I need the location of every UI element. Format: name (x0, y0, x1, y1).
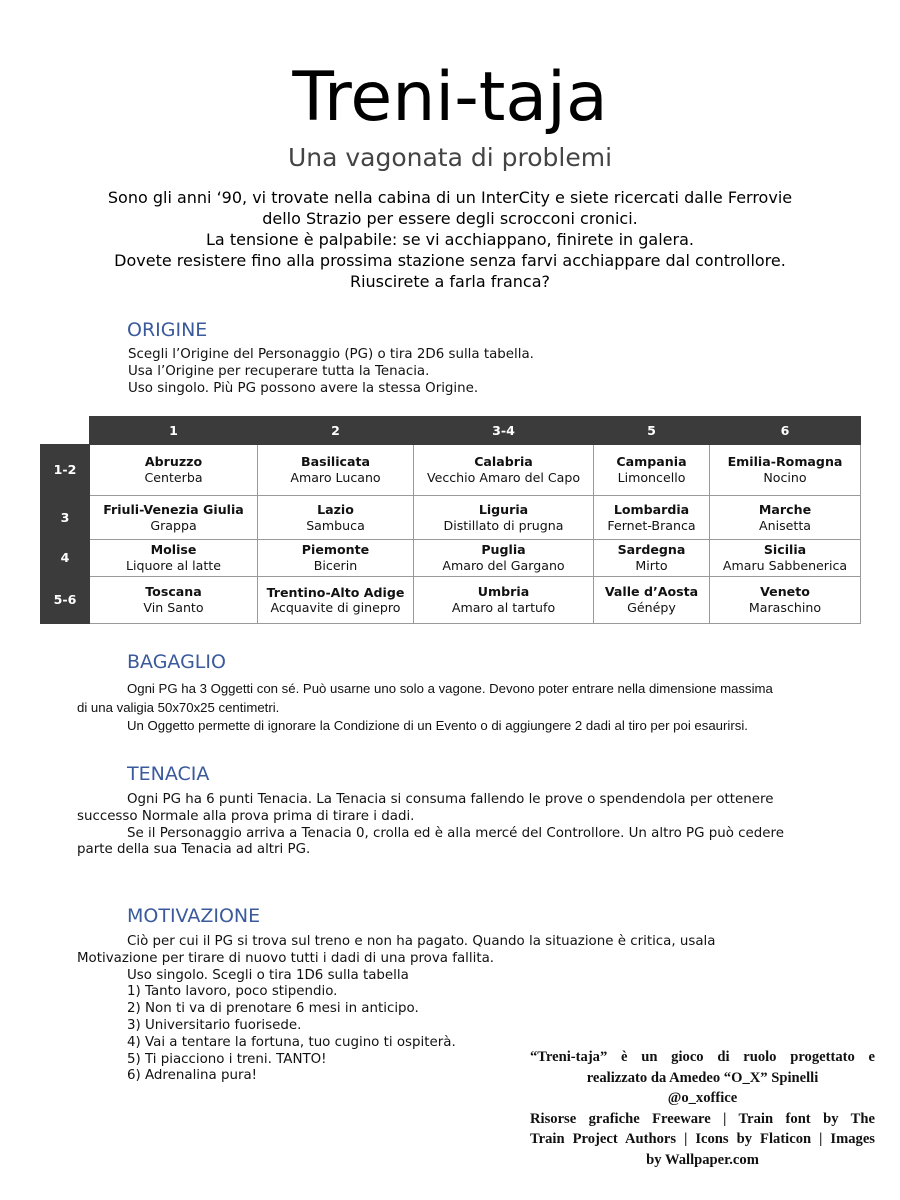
table-cell (414, 577, 594, 624)
tenacia-heading: TENACIA (127, 763, 210, 785)
tenacia-line: Ogni PG ha 6 punti Tenacia. La Tenacia si consuma fallendo le prove o spendendola per ottenere (127, 792, 774, 807)
origine-table (40, 416, 861, 624)
table-cell (710, 445, 861, 496)
motivazione-line: Ciò per cui il PG si trova sul treno e non ha pagato. Quando la situazione è critica, usala (127, 934, 716, 949)
region-name: Molise (150, 542, 197, 557)
origine-line: Scegli l’Origine del Personaggio (PG) o tira 2D6 sulla tabella. (128, 347, 534, 362)
drink-name: Liquore al latte (126, 558, 221, 573)
drink-name: Limoncello (617, 470, 686, 485)
table-cell (710, 540, 861, 577)
motivazione-item: 1) Tanto lavoro, poco stipendio. (127, 984, 338, 1000)
drink-name: Vin Santo (143, 600, 204, 615)
tenacia-line: Se il Personaggio arriva a Tenacia 0, crolla ed è alla mercé del Controllore. Un altro PG può cedere (127, 825, 784, 841)
motivazione-item: 5) Ti piacciono i treni. TANTO! (127, 1051, 327, 1067)
region-name: Valle d’Aosta (604, 584, 699, 599)
table-row (41, 540, 861, 577)
credits-line: realizzato da Amedeo “O_X” Spinelli (586, 1069, 819, 1086)
origine-line: Usa l’Origine per recuperare tutta la Tenacia. (128, 363, 430, 379)
drink-name: Amaru Sabbenerica (722, 558, 848, 573)
motivazione-item: 6) Adrenalina pura! (127, 1068, 258, 1084)
bagaglio-heading: BAGAGLIO (127, 651, 226, 673)
motivazione-item: 3) Universitario fuorisede. (127, 1017, 302, 1033)
region-name: Puglia (481, 542, 526, 557)
table-row (41, 496, 861, 540)
tenacia-line: parte della sua Tenacia ad altri PG. (77, 842, 311, 858)
drink-name: Fernet-Branca (607, 517, 696, 533)
intro-line: Dovete resistere fino alla prossima stazione senza farvi acchiappare dal controllore. (114, 251, 786, 270)
motivazione-item: 4) Vai a tentare la fortuna, tuo cugino ti ospiterà. (127, 1034, 456, 1050)
column-header: 3-4 (414, 417, 594, 445)
credits-line: Train Project Authors | Icons by Flaticon | Images (530, 1131, 875, 1147)
row-header: 3 (41, 496, 90, 540)
table-cell (258, 445, 414, 496)
credits-line: Risorse grafiche Freeware | Train font by The (530, 1110, 875, 1127)
tenacia-description (77, 792, 784, 859)
drink-name: Amaro al tartufo (451, 600, 556, 615)
table-cell (414, 445, 594, 496)
table-cell (258, 540, 414, 577)
row-header: 1-2 (41, 445, 90, 496)
credits-block (530, 1047, 875, 1170)
intro-line: La tensione è palpabile: se vi acchiappano, finirete in galera. (206, 230, 694, 249)
table-cell (258, 496, 414, 540)
drink-name: Grappa (150, 517, 197, 533)
region-name: Liguria (478, 501, 529, 517)
region-name: Campania (616, 454, 687, 469)
table-cell (710, 496, 861, 540)
column-header: 6 (710, 417, 861, 445)
table-corner (41, 417, 90, 445)
region-name: Lombardia (613, 501, 690, 517)
region-name: Umbria (477, 584, 530, 599)
table-cell (594, 577, 710, 624)
region-name: Sicilia (763, 542, 807, 557)
origine-line: Uso singolo. Più PG possono avere la stessa Origine. (128, 380, 479, 396)
drink-name: Acquavite di ginepro (270, 600, 401, 615)
table-cell (594, 540, 710, 577)
table-row (41, 577, 861, 624)
page-title: Treni-taja (292, 58, 608, 137)
table-cell (710, 577, 861, 624)
intro-line: Riuscirete a farla franca? (349, 272, 551, 291)
drink-name: Vecchio Amaro del Capo (426, 470, 581, 485)
intro-line: dello Strazio per essere degli scrocconi cronici. (262, 209, 638, 228)
region-name: Toscana (145, 584, 202, 599)
drink-name: Anisetta (759, 517, 811, 533)
credits-line: by Wallpaper.com (646, 1151, 759, 1168)
drink-name: Mirto (635, 558, 668, 573)
table-cell (90, 540, 258, 577)
region-name: Sardegna (617, 542, 686, 557)
motivazione-item: 2) Non ti va di prenotare 6 mesi in anticipo. (127, 1001, 419, 1017)
table-cell (258, 577, 414, 624)
drink-name: Nocino (763, 470, 807, 485)
region-name: Trentino-Alto Adige (266, 585, 405, 600)
motivazione-line: Uso singolo. Scegli o tira 1D6 sulla tabella (127, 967, 409, 983)
credits-line: “Treni-taja” è un gioco di ruolo progettato e (530, 1049, 875, 1065)
table-cell (90, 445, 258, 496)
bagaglio-line: di una valigia 50x70x25 centimetri. (77, 699, 280, 715)
column-header: 1 (90, 417, 258, 445)
region-name: Calabria (474, 454, 533, 469)
drink-name: Centerba (144, 470, 203, 485)
drink-name: Sambuca (306, 517, 365, 533)
intro-text (40, 187, 860, 292)
bagaglio-line: Ogni PG ha 3 Oggetti con sé. Può usarne uno solo a vagone. Devono poter entrare nella dimensione massima (127, 681, 773, 696)
origine-description (128, 347, 534, 397)
credits-handle: @o_xoffice (667, 1090, 738, 1106)
table-cell (414, 540, 594, 577)
table-header-row (41, 417, 861, 445)
drink-name: Amaro Lucano (290, 470, 381, 485)
region-name: Abruzzo (144, 454, 203, 469)
drink-name: Distillato di prugna (443, 517, 564, 533)
origine-heading: ORIGINE (127, 319, 208, 341)
table-cell (594, 496, 710, 540)
region-name: Piemonte (301, 542, 370, 557)
intro-line: Sono gli anni ‘90, vi trovate nella cabina di un InterCity e siete ricercati dalle Ferrovie (107, 188, 793, 207)
table-cell (90, 577, 258, 624)
bagaglio-description (77, 680, 773, 736)
drink-name: Maraschino (748, 600, 822, 615)
motivazione-line: Motivazione per tirare di nuovo tutti i dadi di una prova fallita. (77, 950, 495, 966)
row-header: 4 (41, 540, 90, 577)
region-name: Emilia-Romagna (727, 454, 843, 469)
region-name: Friuli-Venezia Giulia (103, 501, 244, 517)
table-cell (90, 496, 258, 540)
drink-name: Amaro del Gargano (442, 558, 565, 573)
region-name: Basilicata (300, 454, 371, 469)
column-header: 2 (258, 417, 414, 445)
region-name: Lazio (317, 501, 354, 517)
page-subtitle: Una vagonata di problemi (287, 143, 613, 172)
region-name: Veneto (760, 584, 810, 599)
drink-name: Génépy (627, 600, 676, 615)
motivazione-heading: MOTIVAZIONE (127, 905, 261, 927)
bagaglio-line: Un Oggetto permette di ignorare la Condizione di un Evento o di aggiungere 2 dadi al tiro per poi esaurirsi. (127, 718, 748, 733)
tenacia-line: successo Normale alla prova prima di tirare i dadi. (77, 808, 415, 824)
table-cell (414, 496, 594, 540)
row-header: 5-6 (41, 577, 90, 624)
column-header: 5 (594, 417, 710, 445)
table-row (41, 445, 861, 496)
drink-name: Bicerin (313, 558, 358, 573)
region-name: Marche (758, 501, 812, 517)
table-cell (594, 445, 710, 496)
